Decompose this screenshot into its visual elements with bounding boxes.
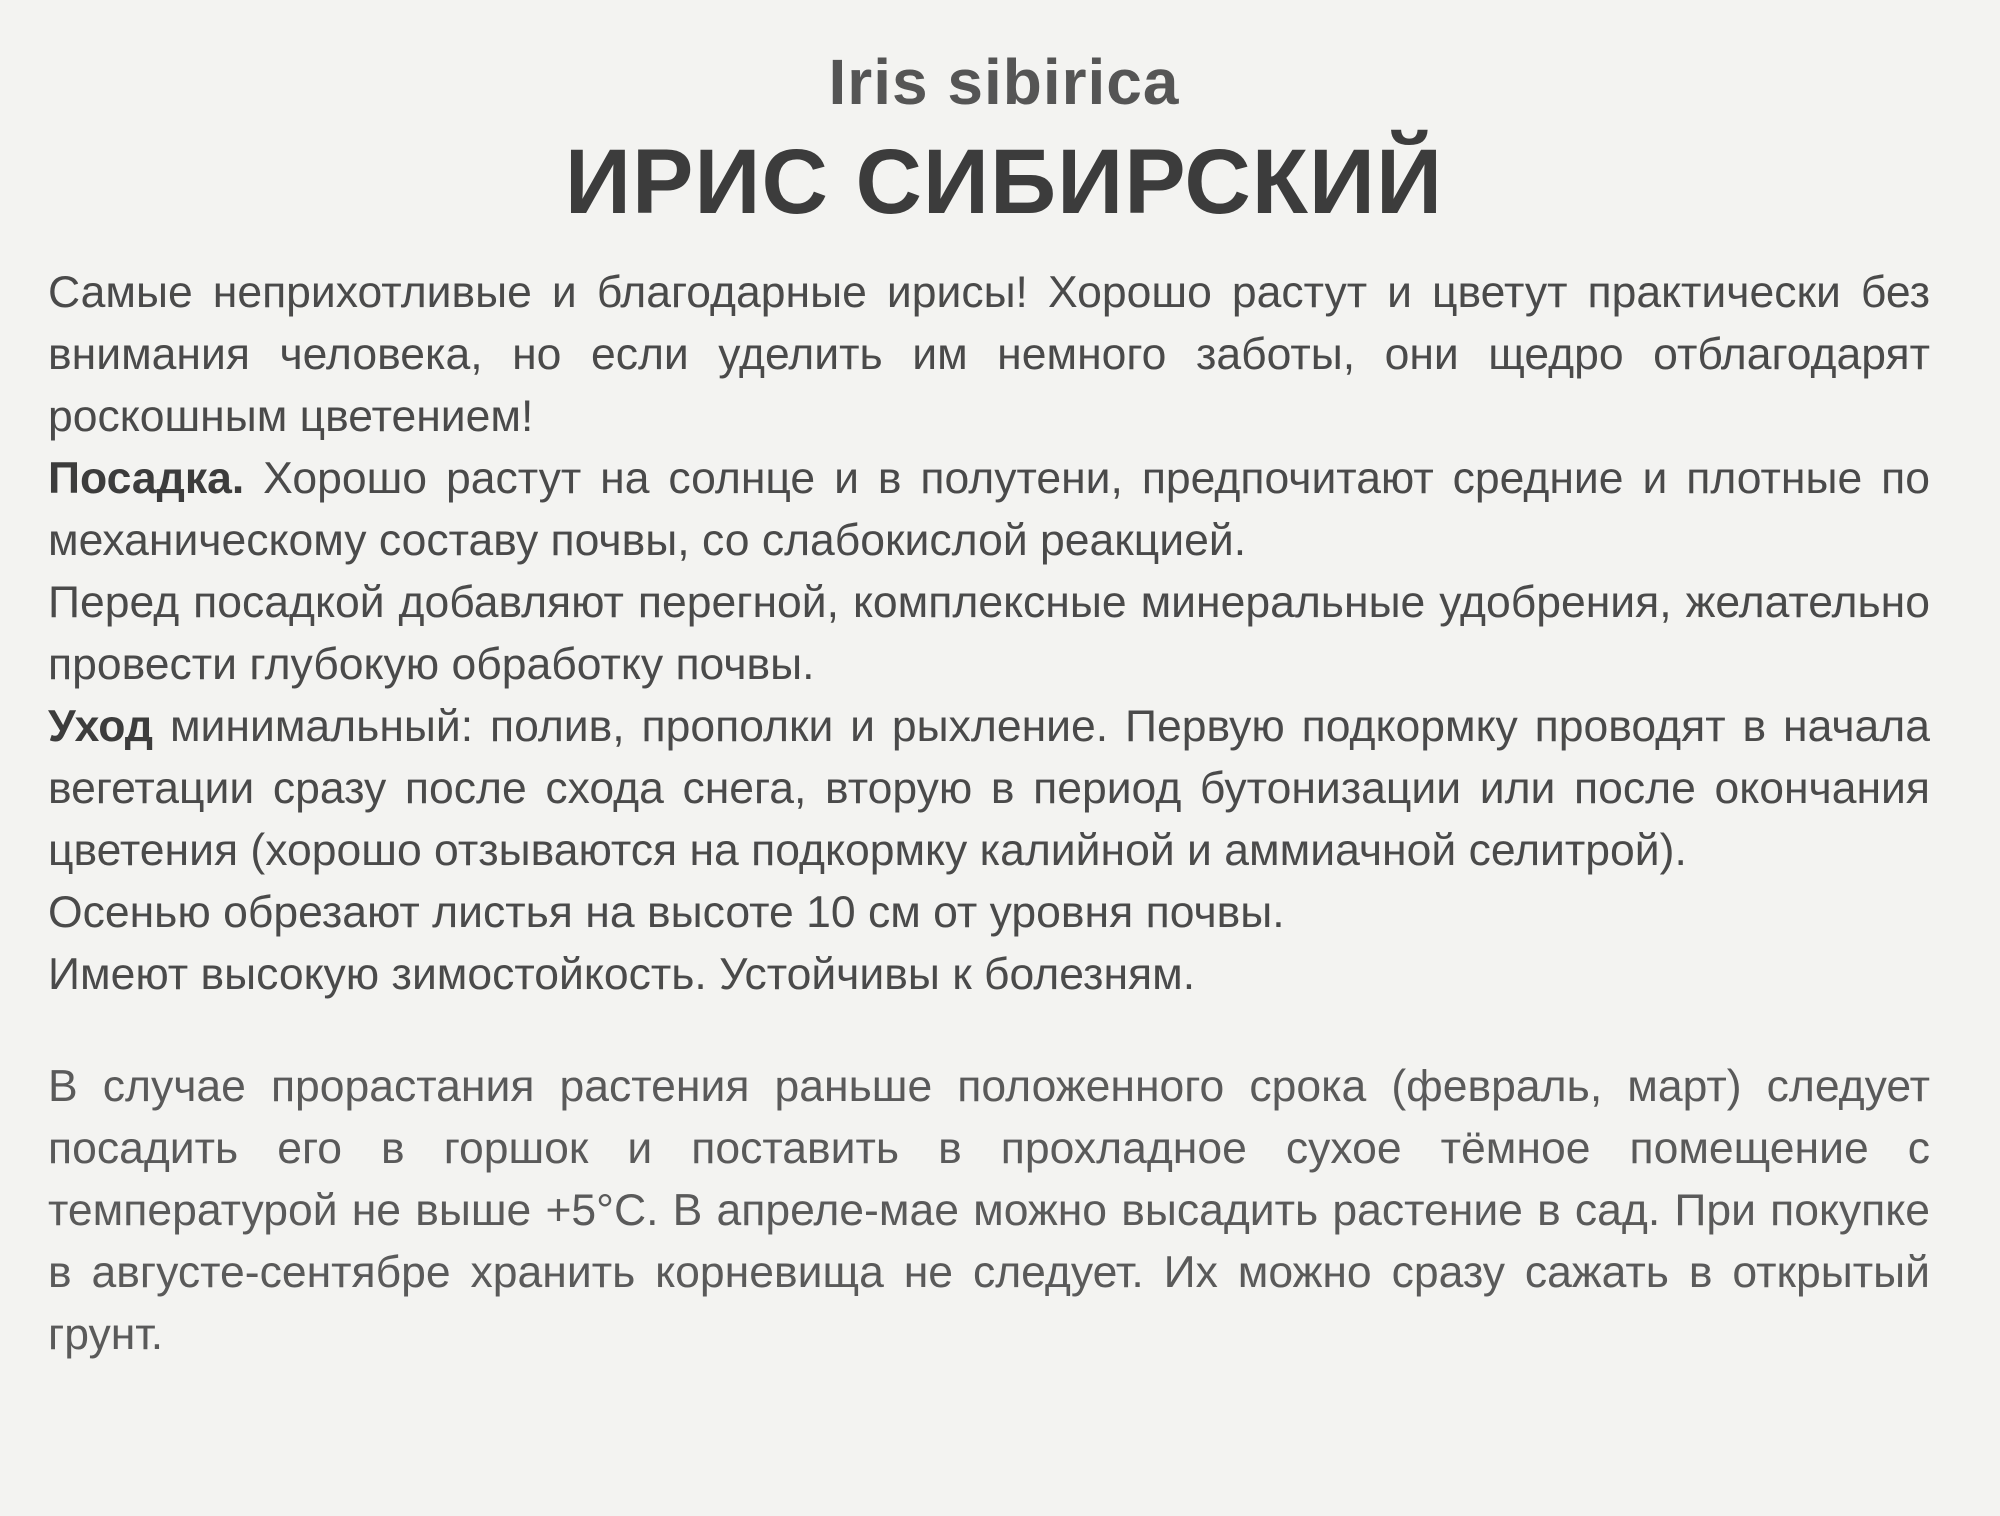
planting-label: Посадка. [48, 454, 245, 503]
russian-title: ИРИС СИБИРСКИЙ [564, 131, 1444, 233]
planting-paragraph [48, 448, 1930, 572]
hardiness-paragraph: Имеют высокую зимостойкость. Устойчивы к болезням. [48, 950, 1196, 999]
intro-paragraph: Самые неприхотливые и благодарные ирисы! Хорошо растут и цветут практически без внимания человека, но если уделить им немного заботы, они щедро отблагодарят роскошным цветением! [48, 268, 1930, 441]
storage-note: В случае прорастания растения раньше положенного срока (февраль, март) следует посадить его в горшок и поставить в прохладное сухое тёмное помещение с температурой не выше +5°С. В апреле-мае можно высадить растение в сад. При покупке в августе-сентябре хранить корневища не следует. Их можно сразу сажать в открытый грунт. [48, 1062, 1930, 1359]
autumn-paragraph: Осенью обрезают листья на высоте 10 см от уровня почвы. [48, 888, 1285, 937]
description-block [48, 262, 1930, 1006]
preparation-paragraph: Перед посадкой добавляют перегной, комплексные минеральные удобрения, желательно провести глубокую обработку почвы. [48, 578, 1930, 689]
planting-text: Хорошо растут на солнце и в полутени, предпочитают средние и плотные по механическому составу почвы, со слабокислой реакцией. [48, 454, 1930, 565]
care-label: Уход [48, 702, 154, 751]
care-paragraph [48, 696, 1930, 882]
latin-title: Iris sibirica [828, 46, 1180, 118]
care-text: минимальный: полив, прополки и рыхление. Первую подкормку проводят в начала вегетации сразу после схода снега, вторую в период бутонизации или после окончания цветения (хорошо отзываются на подкормку калийной и аммиачной селитрой). [48, 702, 1930, 875]
